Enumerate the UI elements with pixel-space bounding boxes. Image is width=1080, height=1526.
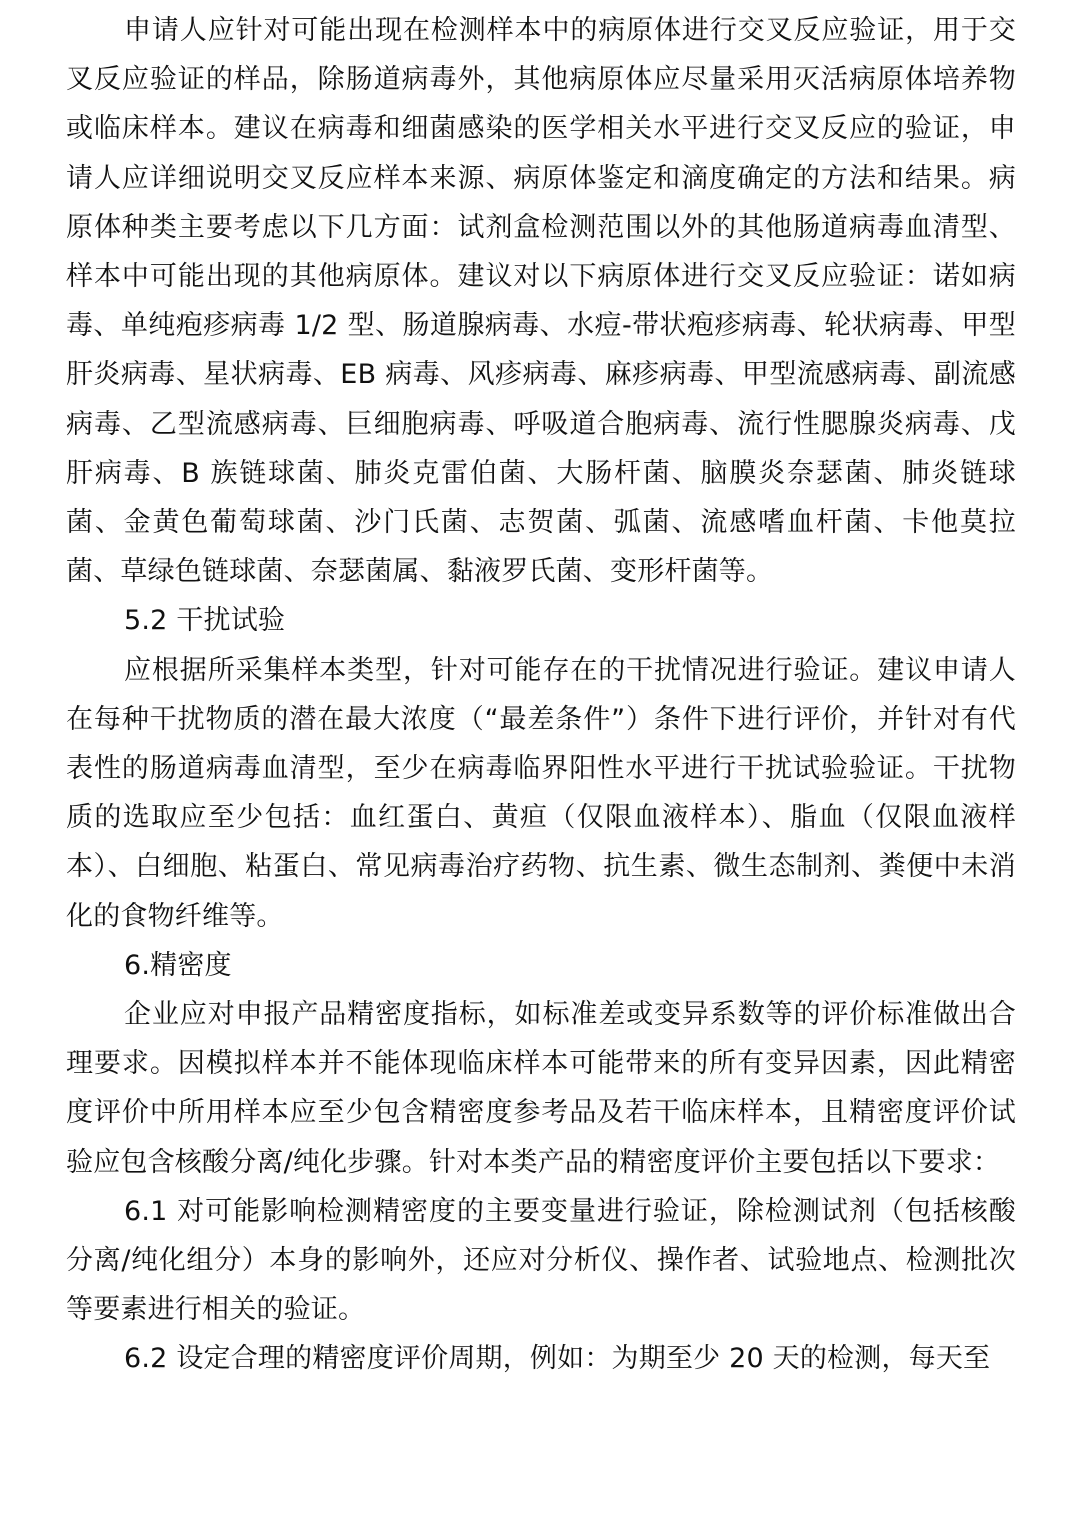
paragraph-cross-reactivity: 申请人应针对可能出现在检测样本中的病原体进行交叉反应验证，用于交叉反应验证的样品，除肠道病毒外，其他病原体应尽量采用灭活病原体培养物或临床样本。建议在病毒和细菌感染的医学相关水平进行交叉反应的验证，申请人应详细说明交叉反应样本来源、病原体鉴定和滴度确定的方法和结果。病原体种类主要考虑以下几方面：试剂盒检测范围以外的其他肠道病毒血清型、样本中可能出现的其他病原体。建议对以下病原体进行交叉反应验证：诺如病毒、单纯疱疹病毒 1/2 型、肠道腺病毒、水痘-带状疱疹病毒、轮状病毒、甲型肝炎病毒、星状病毒、EB 病毒、风疹病毒、麻疹病毒、甲型流感病毒、副流感病毒、乙型流感病毒、巨细胞病毒、呼吸道合胞病毒、流行性腮腺炎病毒、戊肝病毒、B 族链球菌、肺炎克雷伯菌、大肠杆菌、脑膜炎奈瑟菌、肺炎链球菌、金黄色葡萄球菌、沙门氏菌、志贺菌、弧菌、流感嗜血杆菌、卡他莫拉菌、草绿色链球菌、奈瑟菌属、黏液罗氏菌、变形杆菌等。 — [66, 15, 1016, 588]
heading-interference-test: 5.2 干扰试验 — [124, 605, 286, 637]
paragraph-precision-6-1: 6.1 对可能影响检测精密度的主要变量进行验证，除检测试剂（包括核酸分离/纯化组分）本身的影响外，还应对分析仪、操作者、试验地点、检测批次等要素进行相关的验证。 — [66, 1195, 1016, 1326]
paragraph-precision: 企业应对申报产品精密度指标，如标准差或变异系数等的评价标准做出合理要求。因模拟样本并不能体现临床样本可能带来的所有变异因素，因此精密度评价中所用样本应至少包含精密度参考品及若干临床样本，且精密度评价试验应包含核酸分离/纯化步骤。针对本类产品的精密度评价主要包括以下要求： — [66, 999, 1016, 1178]
document-page — [66, 6, 1016, 1384]
paragraph-precision-6-2: 6.2 设定合理的精密度评价周期，例如：为期至少 20 天的检测，每天至 — [124, 1343, 991, 1375]
heading-precision: 6.精密度 — [124, 949, 232, 981]
paragraph-interference: 应根据所采集样本类型，针对可能存在的干扰情况进行验证。建议申请人在每种干扰物质的潜在最大浓度（“最差条件”）条件下进行评价，并针对有代表性的肠道病毒血清型，至少在病毒临界阳性水平进行干扰试验验证。干扰物质的选取应至少包括：血红蛋白、黄疸（仅限血液样本）、脂血（仅限血液样本）、白细胞、粘蛋白、常见病毒治疗药物、抗生素、微生态制剂、粪便中未消化的食物纤维等。 — [66, 654, 1016, 932]
